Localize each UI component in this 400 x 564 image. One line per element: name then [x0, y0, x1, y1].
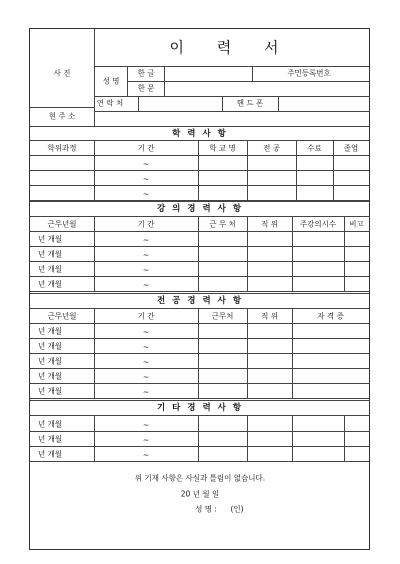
grid-line [344, 217, 345, 231]
education-input-cell[interactable] [248, 156, 295, 169]
lecture-input-cell[interactable] [248, 277, 291, 290]
education-input-cell[interactable] [95, 156, 197, 169]
year-month-cell: 년 개월 [37, 340, 63, 350]
lecture-input-cell[interactable] [199, 232, 246, 245]
education-column-header: 학 교 명 [209, 143, 236, 153]
signature-field[interactable] [210, 502, 236, 516]
education-input-cell[interactable] [248, 171, 295, 184]
major-career-input-cell[interactable] [293, 354, 368, 367]
year-month-cell: 년 개월 [37, 385, 63, 395]
other-career-input-cell[interactable] [345, 417, 368, 430]
lecture-input-cell[interactable] [31, 247, 93, 260]
major-career-input-cell[interactable] [293, 339, 368, 352]
major-career-input-cell[interactable] [248, 339, 291, 352]
lecture-input-cell[interactable] [345, 277, 368, 290]
lecture-column-header: 근무년월 [47, 219, 77, 229]
address-field[interactable] [95, 112, 368, 125]
grid-line [30, 291, 369, 292]
year-month-cell: 년 개월 [37, 278, 63, 288]
period-cell: ~ [142, 279, 150, 289]
other-career-input-cell[interactable] [95, 417, 197, 430]
other-career-input-cell[interactable] [199, 447, 246, 460]
grid-line [222, 96, 223, 111]
mobile-label: 핸 드 폰 [236, 98, 264, 108]
date-line: 20 년 월 일 [180, 489, 220, 499]
lecture-column-header: 비고 [349, 219, 364, 229]
period-cell: ~ [142, 386, 150, 396]
year-month-cell: 년 개월 [37, 248, 63, 258]
grid-line [94, 309, 95, 323]
other-career-input-cell[interactable] [199, 432, 246, 445]
education-input-cell[interactable] [31, 186, 93, 199]
hanja-label: 한 문 [137, 83, 155, 93]
major-career-input-cell[interactable] [31, 339, 93, 352]
major-career-input-cell[interactable] [95, 369, 197, 382]
lecture-input-cell[interactable] [345, 232, 368, 245]
period-cell: ~ [142, 188, 150, 198]
photo-label: 사 진 [53, 68, 71, 78]
grid-line [30, 107, 94, 108]
major-career-column-header: 근무처 [211, 311, 234, 321]
grid-line [198, 141, 199, 155]
grid-line [94, 217, 95, 231]
lecture-input-cell[interactable] [95, 277, 197, 290]
education-section-title: 학 력 사 항 [172, 128, 228, 139]
education-input-cell[interactable] [31, 156, 93, 169]
year-month-cell: 년 개월 [37, 355, 63, 365]
period-cell: ~ [142, 371, 150, 381]
grid-line [252, 66, 253, 81]
year-month-cell: 년 개월 [37, 233, 63, 243]
grid-line [247, 309, 248, 323]
other-career-input-cell[interactable] [248, 417, 291, 430]
lecture-section-title: 강 의 경 력 사 항 [156, 203, 244, 214]
major-career-input-cell[interactable] [248, 384, 291, 397]
year-month-cell: 년 개월 [37, 433, 63, 443]
grid-line [333, 141, 334, 155]
education-input-cell[interactable] [31, 171, 93, 184]
other-career-input-cell[interactable] [345, 447, 368, 460]
major-career-input-cell[interactable] [31, 324, 93, 337]
year-month-cell: 년 개월 [37, 448, 63, 458]
resident-number-label: 주민등록번호 [287, 68, 331, 78]
lecture-input-cell[interactable] [95, 262, 197, 275]
document-title: 이 력 서 [169, 38, 293, 57]
period-cell: ~ [142, 264, 150, 274]
lecture-input-cell[interactable] [293, 262, 343, 275]
year-month-cell: 년 개월 [37, 370, 63, 380]
grid-line [296, 141, 297, 155]
other-career-input-cell[interactable] [248, 447, 291, 460]
major-career-input-cell[interactable] [31, 384, 93, 397]
lecture-input-cell[interactable] [31, 262, 93, 275]
lecture-input-cell[interactable] [199, 247, 246, 260]
major-career-column-header: 기 간 [137, 311, 155, 321]
education-column-header: 졸업 [343, 143, 359, 153]
year-month-cell: 년 개월 [37, 263, 63, 273]
lecture-input-cell[interactable] [95, 232, 197, 245]
date-field[interactable] [170, 487, 240, 501]
major-career-input-cell[interactable] [31, 354, 93, 367]
major-career-input-cell[interactable] [199, 324, 246, 337]
education-input-cell[interactable] [199, 186, 246, 199]
education-column-header: 전 공 [263, 143, 280, 153]
education-input-cell[interactable] [334, 156, 368, 169]
major-career-input-cell[interactable] [199, 384, 246, 397]
other-career-input-cell[interactable] [293, 432, 343, 445]
major-career-input-cell[interactable] [248, 324, 291, 337]
major-career-input-cell[interactable] [293, 384, 368, 397]
other-career-input-cell[interactable] [95, 432, 197, 445]
education-input-cell[interactable] [297, 156, 332, 169]
education-input-cell[interactable] [199, 156, 246, 169]
major-career-column-header: 근무년월 [47, 311, 77, 321]
lecture-input-cell[interactable] [293, 232, 343, 245]
lecture-column-header: 주강의시수 [299, 219, 337, 229]
contact-label: 연 락 처 [96, 98, 124, 108]
signature-label: 성 명 : [195, 504, 217, 514]
other-career-input-cell[interactable] [345, 432, 368, 445]
major-career-input-cell[interactable] [95, 384, 197, 397]
grid-line [198, 309, 199, 323]
major-career-input-cell[interactable] [95, 354, 197, 367]
period-cell: ~ [142, 449, 150, 459]
education-input-cell[interactable] [334, 171, 368, 184]
grid-line [292, 309, 293, 323]
other-career-section-title: 기 타 경 력 사 항 [156, 402, 244, 413]
major-career-input-cell[interactable] [31, 369, 93, 382]
major-career-column-header: 직 위 [261, 311, 278, 321]
major-career-section-title: 전 공 경 력 사 항 [156, 295, 244, 306]
major-career-input-cell[interactable] [293, 324, 368, 337]
education-input-cell[interactable] [199, 171, 246, 184]
grid-line [30, 398, 369, 399]
lecture-input-cell[interactable] [345, 262, 368, 275]
lecture-input-cell[interactable] [248, 247, 291, 260]
major-career-input-cell[interactable] [199, 339, 246, 352]
lecture-input-cell[interactable] [31, 232, 93, 245]
seal-label: (인) [230, 504, 244, 514]
education-input-cell[interactable] [95, 171, 197, 184]
education-input-cell[interactable] [95, 186, 197, 199]
lecture-input-cell[interactable] [293, 247, 343, 260]
year-month-cell: 년 개월 [37, 325, 63, 335]
other-career-input-cell[interactable] [199, 417, 246, 430]
major-career-column-header: 자 격 증 [317, 311, 344, 321]
education-input-cell[interactable] [297, 186, 332, 199]
grid-line [30, 461, 369, 462]
period-cell: ~ [142, 434, 150, 444]
address-label: 현 주 소 [48, 111, 76, 121]
name-label: 성 명 [102, 76, 120, 86]
major-career-input-cell[interactable] [248, 354, 291, 367]
education-input-cell[interactable] [334, 186, 368, 199]
period-cell: ~ [142, 419, 150, 429]
other-career-input-cell[interactable] [31, 447, 93, 460]
lecture-column-header: 근 무 처 [209, 219, 236, 229]
period-cell: ~ [142, 173, 150, 183]
lecture-input-cell[interactable] [199, 277, 246, 290]
lecture-column-header: 기 간 [137, 219, 155, 229]
hangul-label: 한 글 [137, 68, 155, 78]
period-cell: ~ [142, 356, 150, 366]
major-career-input-cell[interactable] [248, 369, 291, 382]
grid-line [247, 217, 248, 231]
period-cell: ~ [142, 234, 150, 244]
other-career-input-cell[interactable] [95, 447, 197, 460]
education-column-header: 기 간 [137, 143, 155, 153]
education-column-header: 학위과정 [47, 143, 77, 153]
resume-form [29, 28, 370, 550]
major-career-input-cell[interactable] [95, 339, 197, 352]
lecture-input-cell[interactable] [345, 247, 368, 260]
grid-line [94, 141, 95, 155]
lecture-input-cell[interactable] [248, 262, 291, 275]
period-cell: ~ [142, 158, 150, 168]
contact-field[interactable] [139, 97, 221, 110]
grid-line [198, 217, 199, 231]
grid-line [247, 141, 248, 155]
other-career-input-cell[interactable] [31, 432, 93, 445]
period-cell: ~ [142, 341, 150, 351]
other-career-input-cell[interactable] [293, 417, 343, 430]
lecture-input-cell[interactable] [31, 277, 93, 290]
period-cell: ~ [142, 326, 150, 336]
certification-statement: 위 기재 사항은 사실과 틀림이 없습니다. [134, 473, 266, 483]
grid-line [292, 217, 293, 231]
lecture-input-cell[interactable] [248, 232, 291, 245]
other-career-input-cell[interactable] [293, 447, 343, 460]
lecture-input-cell[interactable] [95, 247, 197, 260]
major-career-input-cell[interactable] [293, 369, 368, 382]
hangul-name-field[interactable] [165, 67, 251, 80]
education-column-header: 수료 [307, 143, 322, 153]
major-career-input-cell[interactable] [199, 369, 246, 382]
lecture-column-header: 직 위 [261, 219, 278, 229]
major-career-input-cell[interactable] [199, 354, 246, 367]
lecture-input-cell[interactable] [199, 262, 246, 275]
education-input-cell[interactable] [297, 171, 332, 184]
year-month-cell: 년 개월 [37, 418, 63, 428]
major-career-input-cell[interactable] [95, 324, 197, 337]
education-input-cell[interactable] [248, 186, 295, 199]
other-career-input-cell[interactable] [31, 417, 93, 430]
hanja-name-field[interactable] [253, 82, 368, 95]
other-career-input-cell[interactable] [248, 432, 291, 445]
mobile-field[interactable] [279, 97, 368, 110]
period-cell: ~ [142, 249, 150, 259]
lecture-input-cell[interactable] [293, 277, 343, 290]
